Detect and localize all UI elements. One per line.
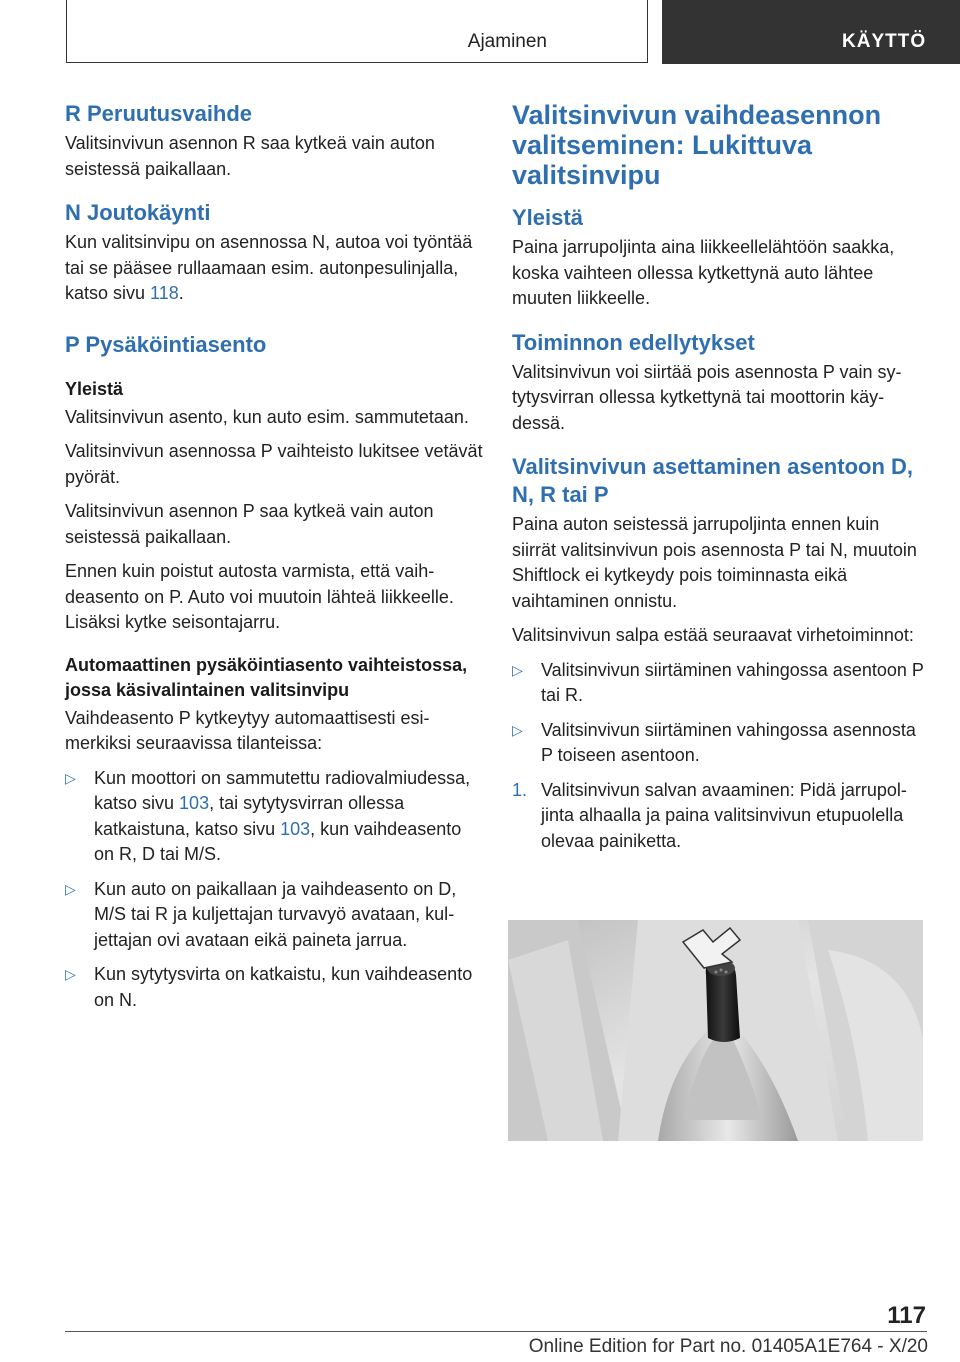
page-link[interactable]: 103 [280,818,311,839]
right-column [512,100,924,863]
paragraph: Paina jarrupoljinta aina liikkeellelähtöön saakka, koska vaihteen ollessa kytkettynä auto lähtee muuten liikkeelle. [512,237,895,308]
list-item: ▷ Kun sytytysvirta on katkaistu, kun vaihdeasento on N. [65,964,473,1010]
text-neutral: Kun valitsinvipu on asennossa N, autoa voi työntää tai se pääsee rullaamaan esim. autonpesulinjalla, katso sivu 118. [65,232,473,303]
step-number: 1. [512,779,528,800]
heading-set-position: Valitsinvivun asettaminen asentoon D, N, R tai P [512,454,913,507]
list-item: ▷ Kun auto on paikallaan ja vaihdeasento on D, M/S tai R ja kuljettajan turvavyö avataan, kuljettajan ovi avataan eikä paineta jarrua. [65,878,457,950]
list-item: ▷ Kun moottori on sammutettu radiovalmiudessa, katso sivu 103, tai sytytysvirran ollessa katkaistuna, katso sivu 103, kun vaihdeasento on R, D tai M/S. [65,767,471,864]
paragraph: Valitsinvivun asento, kun auto esim. sammutetaan. [65,406,469,427]
gear-lever-illustration [508,920,923,1141]
paragraph: Valitsinvivun asennossa P vaihteisto lukitsee vetävät pyörät. [65,441,483,487]
triangle-bullet-icon: ▷ [512,721,523,738]
triangle-bullet-icon: ▷ [65,880,76,897]
list-item: ▷ Valitsinvivun siirtäminen vahingossa asennosta P toiseen asentoon. [512,719,916,765]
heading-reverse: R Peruutusvaihde [65,101,253,126]
gear-selector-photo [508,920,923,1141]
chapter-title: KÄYTTÖ [842,31,927,52]
heading-requirements: Toiminnon edellytykset [512,329,755,355]
page-number: 117 [887,1302,926,1329]
page-link[interactable]: 118 [150,283,179,303]
text-reverse: Valitsinvivun asennon R saa kytkeä vain auton seistessä paikallaan. [65,133,435,179]
paragraph: Ennen kuin poistut autosta varmista, että vaihdeasento on P. Auto voi muutoin lähteä liikkeelle. Lisäksi kytke seisontajarru. [65,561,454,632]
chapter-tab [662,0,960,64]
heading-general: Yleistä [512,205,583,230]
edition-note: Online Edition for Part no. 01405A1E764 - X/20 [528,1336,928,1357]
page-link[interactable]: 103 [179,793,210,813]
triangle-bullet-icon: ▷ [512,661,523,678]
step-item: 1. Valitsinvivun salvan avaaminen: Pidä jarrupoljinta alhaalla ja paina valitsinvivun etupuolella olevaa painiketta. [512,779,907,851]
paragraph: Valitsinvivun voi siirtää pois asennosta P vain sytytysvirran ollessa kytkettynä tai moottorin käydessä. [512,361,902,433]
paragraph: Valitsinvivun salpa estää seuraavat virhetoiminnot: [512,625,914,645]
subheading-auto-park: Automaattinen pysäköintiasento vaihteistossa, jossa käsivalintainen valitsinvipu [65,654,468,700]
left-column [65,100,485,1022]
paragraph: Paina auton seistessä jarrupoljinta ennen kuin siirrät valitsinvivun pois asennosta P tai N, muutoin Shiftlock ei kytkeydy pois toiminnasta eikä vaihtaminen onnistu. [512,514,917,611]
heading-neutral: N Joutokäynti [65,200,211,225]
paragraph: Vaihdeasento P kytkeytyy automaattisesti esimerkiksi seuraavissa tilanteissa: [65,707,430,753]
triangle-bullet-icon: ▷ [65,966,76,982]
heading-main: Valitsinvivun vaihdeasennon valitseminen: Lukittuva valitsinvipu [512,100,882,190]
heading-park: P Pysäköintiasento [65,331,267,357]
section-title: Ajaminen [467,31,547,52]
header-frame [66,0,648,63]
paragraph: Valitsinvivun asennon P saa kytkeä vain auton seistessä paikallaan. [65,501,434,547]
triangle-bullet-icon: ▷ [65,769,76,786]
footer-divider [65,1331,927,1332]
list-item: ▷ Valitsinvivun siirtäminen vahingossa asentoon P tai R. [512,659,924,705]
subheading-general: Yleistä [65,378,124,399]
